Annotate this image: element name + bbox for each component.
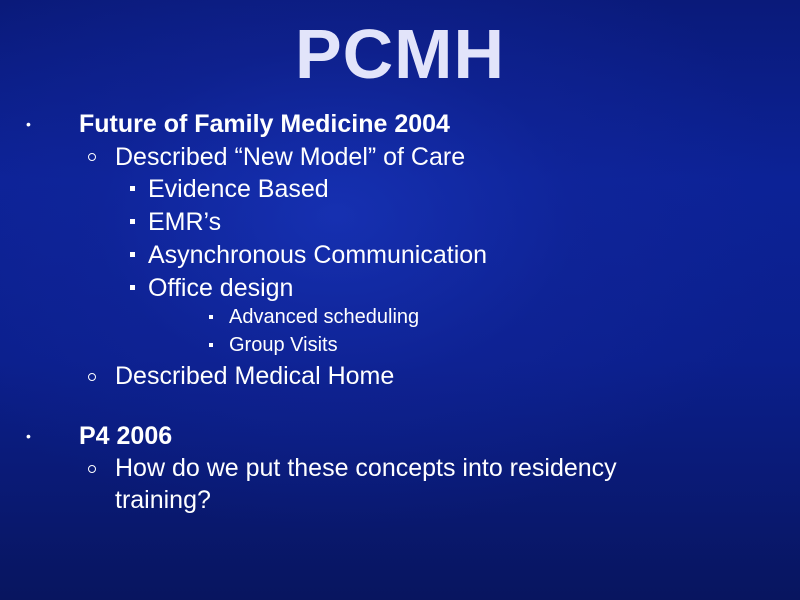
bullet-level2-text: Described “New Model” of Care (115, 143, 466, 171)
bullet-square-icon (209, 315, 213, 319)
bullet-dot-icon: • (26, 428, 31, 444)
bullet-square-icon (130, 285, 135, 290)
bullet-square-icon (130, 186, 135, 191)
slide-title: PCMH (294, 15, 506, 93)
bullet-level2-text: Described Medical Home (115, 362, 395, 390)
bullet-level4-text: Advanced scheduling (229, 306, 420, 328)
bullet-dot-icon: • (26, 116, 31, 132)
bullet-level4-text: Group Visits (229, 334, 338, 356)
bullet-circle-icon (88, 153, 96, 161)
bullet-level2-text-continuation: training? (115, 486, 211, 514)
bullet-level1-text: Future of Family Medicine 2004 (79, 110, 450, 138)
bullet-level3-text: EMR’s (148, 208, 222, 236)
bullet-level2-text: How do we put these concepts into residency (115, 454, 617, 482)
bullet-circle-icon (88, 373, 96, 381)
bullet-level3-text: Evidence Based (148, 175, 329, 203)
bullet-square-icon (209, 343, 213, 347)
bullet-square-icon (130, 219, 135, 224)
bullet-square-icon (130, 252, 135, 257)
bullet-level3-text: Office design (148, 274, 294, 302)
bullet-circle-icon (88, 465, 96, 473)
bullet-level3-text: Asynchronous Communication (148, 241, 488, 269)
bullet-level1-text: P4 2006 (79, 422, 173, 450)
